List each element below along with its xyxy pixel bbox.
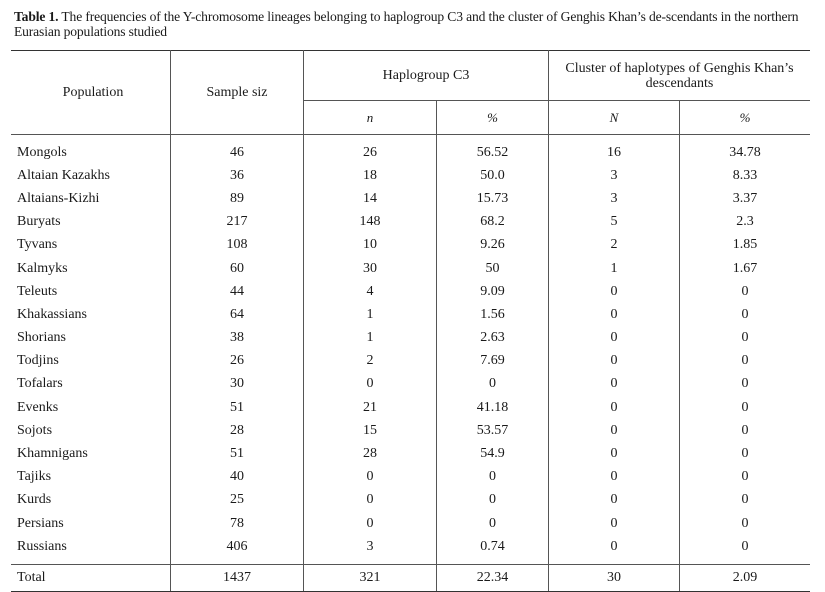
header-sample-size: Sample siz (171, 51, 304, 135)
cell-sample: 51 (171, 442, 304, 465)
cell-sample: 28 (171, 419, 304, 442)
table-row (11, 164, 810, 187)
cell-population: Teleuts (17, 283, 58, 299)
cell-pct: 2.63 (437, 327, 549, 350)
header-N: N (549, 101, 680, 135)
cell-pct: 15.73 (437, 187, 549, 210)
cell-population: Kalmyks (17, 260, 68, 276)
cell-pct: 9.09 (437, 280, 549, 303)
cell-pct2: 34.78 (680, 135, 811, 165)
table-row (11, 280, 810, 303)
total-pct: 22.34 (437, 565, 549, 592)
header-haplogroup: Haplogroup C3 (304, 51, 549, 101)
table-row (11, 135, 810, 165)
table-row (11, 512, 810, 535)
cell-pct2: 0 (680, 512, 811, 535)
table-row (11, 489, 810, 512)
cell-population: Altaians-Kizhi (17, 190, 100, 206)
cell-n: 18 (304, 164, 437, 187)
cell-n: 10 (304, 234, 437, 257)
cell-pct2: 0 (680, 466, 811, 489)
cell-population: Tofalars (17, 376, 63, 392)
cell-sample: 51 (171, 396, 304, 419)
cell-sample: 40 (171, 466, 304, 489)
cell-sample: 46 (171, 135, 304, 165)
table-row (11, 234, 810, 257)
cell-n: 0 (304, 489, 437, 512)
cell-pct: 0 (437, 466, 549, 489)
header-pct: % (437, 101, 549, 135)
cell-population: Sojots (17, 422, 53, 438)
cell-pct: 50.0 (437, 164, 549, 187)
cell-n: 28 (304, 442, 437, 465)
cell-population: Shorians (17, 330, 66, 346)
cell-N: 0 (549, 396, 680, 419)
table-row (11, 211, 810, 234)
cell-sample: 44 (171, 280, 304, 303)
cell-n: 26 (304, 135, 437, 165)
cell-sample: 64 (171, 303, 304, 326)
cell-pct2: 8.33 (680, 164, 811, 187)
cell-sample: 36 (171, 164, 304, 187)
cell-sample: 78 (171, 512, 304, 535)
cell-population: Kurds (17, 492, 52, 508)
cell-n: 2 (304, 350, 437, 373)
cell-pct2: 3.37 (680, 187, 811, 210)
table-row (11, 303, 810, 326)
cell-pct2: 1.85 (680, 234, 811, 257)
cell-N: 16 (549, 135, 680, 165)
cell-sample: 89 (171, 187, 304, 210)
cell-N: 0 (549, 535, 680, 565)
table-row (11, 187, 810, 210)
cell-pct: 54.9 (437, 442, 549, 465)
cell-pct: 0 (437, 489, 549, 512)
table-row (11, 396, 810, 419)
cell-pct: 7.69 (437, 350, 549, 373)
frequency-table (11, 50, 810, 592)
cell-N: 0 (549, 373, 680, 396)
cell-sample: 25 (171, 489, 304, 512)
cell-pct2: 0 (680, 303, 811, 326)
cell-n: 148 (304, 211, 437, 234)
cell-pct: 41.18 (437, 396, 549, 419)
cell-n: 14 (304, 187, 437, 210)
cell-N: 5 (549, 211, 680, 234)
cell-N: 2 (549, 234, 680, 257)
cell-n: 1 (304, 327, 437, 350)
cell-n: 21 (304, 396, 437, 419)
cell-N: 0 (549, 512, 680, 535)
header-cluster: Cluster of haplotypes of Genghis Khan’s descendants (549, 51, 811, 101)
table-row (11, 442, 810, 465)
cell-N: 0 (549, 350, 680, 373)
cell-N: 3 (549, 164, 680, 187)
cell-pct: 56.52 (437, 135, 549, 165)
cell-population: Khakassians (17, 306, 87, 322)
table-row (11, 535, 810, 565)
cell-pct2: 0 (680, 327, 811, 350)
cell-sample: 60 (171, 257, 304, 280)
header-population: Population (11, 51, 171, 135)
cell-population: Evenks (17, 399, 59, 415)
total-pct2: 2.09 (680, 565, 811, 592)
cell-n: 0 (304, 512, 437, 535)
header-pct2: % (680, 101, 811, 135)
table-caption-label: Table 1. (14, 9, 59, 24)
cell-sample: 26 (171, 350, 304, 373)
cell-N: 0 (549, 280, 680, 303)
cell-pct2: 0 (680, 442, 811, 465)
cell-N: 0 (549, 419, 680, 442)
cell-population: Buryats (17, 214, 61, 230)
cell-population: Tajiks (17, 469, 52, 485)
cell-sample: 38 (171, 327, 304, 350)
cell-pct: 0 (437, 373, 549, 396)
cell-pct: 0 (437, 512, 549, 535)
cell-n: 4 (304, 280, 437, 303)
cell-N: 0 (549, 489, 680, 512)
table-row (11, 373, 810, 396)
cell-N: 0 (549, 327, 680, 350)
cell-pct: 0.74 (437, 535, 549, 565)
cell-population: Mongols (17, 144, 67, 160)
cell-pct2: 2.3 (680, 211, 811, 234)
total-N: 30 (549, 565, 680, 592)
cell-sample: 30 (171, 373, 304, 396)
cell-pct2: 0 (680, 535, 811, 565)
cell-pct2: 0 (680, 419, 811, 442)
cell-sample: 217 (171, 211, 304, 234)
cell-n: 15 (304, 419, 437, 442)
cell-n: 0 (304, 373, 437, 396)
cell-n: 1 (304, 303, 437, 326)
cell-pct: 50 (437, 257, 549, 280)
table-caption-text: The frequencies of the Y-chromosome lineages belonging to haplogroup C3 and the cluster of Genghis Khan’s de-scendants in the northern Eurasian populations studied (14, 9, 799, 39)
cell-pct: 68.2 (437, 211, 549, 234)
cell-sample: 406 (171, 535, 304, 565)
table-row (11, 327, 810, 350)
cell-N: 1 (549, 257, 680, 280)
cell-population: Tyvans (17, 237, 58, 253)
cell-population: Persians (17, 515, 64, 531)
cell-pct2: 1.67 (680, 257, 811, 280)
cell-pct2: 0 (680, 280, 811, 303)
cell-n: 30 (304, 257, 437, 280)
cell-pct: 53.57 (437, 419, 549, 442)
cell-N: 0 (549, 442, 680, 465)
cell-pct2: 0 (680, 489, 811, 512)
table-row (11, 419, 810, 442)
cell-population: Todjins (17, 353, 59, 369)
cell-population: Khamnigans (17, 446, 88, 462)
cell-sample: 108 (171, 234, 304, 257)
cell-pct2: 0 (680, 350, 811, 373)
total-n: 321 (304, 565, 437, 592)
cell-pct: 1.56 (437, 303, 549, 326)
cell-N: 3 (549, 187, 680, 210)
cell-pct2: 0 (680, 373, 811, 396)
cell-N: 0 (549, 466, 680, 489)
total-sample: 1437 (171, 565, 304, 592)
header-n: n (304, 101, 437, 135)
cell-N: 0 (549, 303, 680, 326)
total-population: Total (11, 565, 171, 592)
table-body (11, 135, 810, 565)
cell-n: 3 (304, 535, 437, 565)
table-row (11, 350, 810, 373)
table-caption (14, 9, 814, 39)
cell-population: Russians (17, 538, 67, 554)
cell-n: 0 (304, 466, 437, 489)
total-row (11, 565, 810, 592)
cell-population: Altaian Kazakhs (17, 167, 110, 183)
cell-pct: 9.26 (437, 234, 549, 257)
table-row (11, 466, 810, 489)
table-row (11, 257, 810, 280)
cell-pct2: 0 (680, 396, 811, 419)
